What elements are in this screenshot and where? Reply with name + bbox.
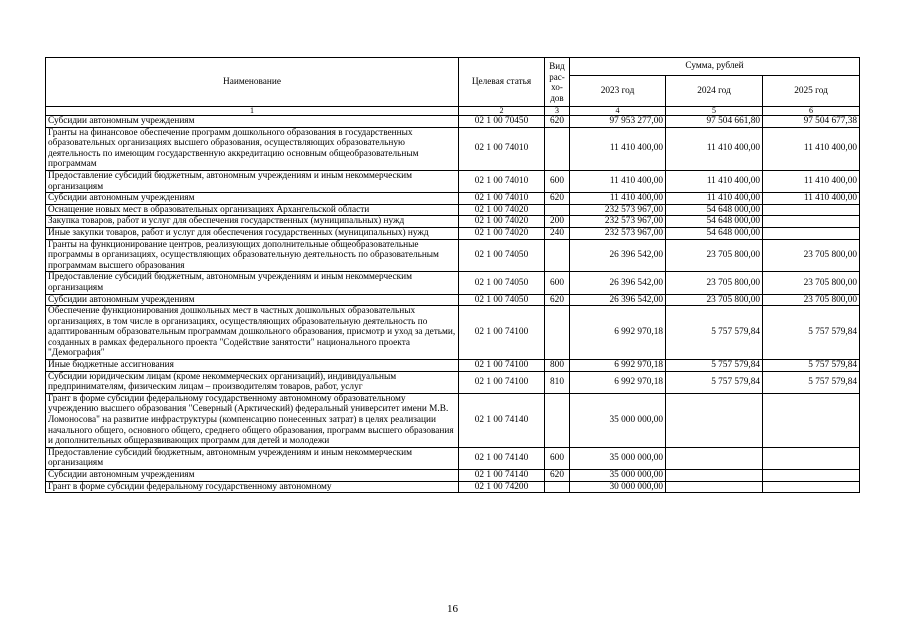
row-code: 02 1 00 70450 <box>459 116 545 128</box>
row-code: 02 1 00 74050 <box>459 239 545 272</box>
row-sum-2023: 6 992 970,18 <box>570 360 666 372</box>
table-row <box>46 371 860 393</box>
row-type <box>545 204 570 216</box>
budget-table <box>45 57 860 493</box>
column-number: 3 <box>545 107 570 116</box>
table-row <box>46 360 860 372</box>
row-type <box>545 306 570 360</box>
row-type: 600 <box>545 170 570 192</box>
row-sum-2025: 5 757 579,84 <box>763 371 860 393</box>
row-name: Субсидии автономным учреждениям <box>46 294 459 306</box>
column-number: 1 <box>46 107 459 116</box>
row-sum-2023: 6 992 970,18 <box>570 306 666 360</box>
row-code: 02 1 00 74100 <box>459 371 545 393</box>
table-header <box>46 58 860 116</box>
row-name: Субсидии автономным учреждениям <box>46 470 459 482</box>
row-name: Грант в форме субсидии федеральному государственному автономному образовательному учреждению высшего образования "Северный (Арктический) федеральный университет имени М.В. Ломоносова" на развитие инфраструктуры (компенсацию понесенных затрат) в целях реализации начального общего, основного общего, среднего общего образования, программ высшего образования и дополнительных общеразвивающих программ для детей и молодежи <box>46 393 459 447</box>
row-sum-2025: 5 757 579,84 <box>763 360 860 372</box>
row-sum-2024: 23 705 800,00 <box>666 272 763 294</box>
row-name: Иные закупки товаров, работ и услуг для обеспечения государственных (муниципальных) нужд <box>46 227 459 239</box>
row-sum-2025 <box>763 481 860 493</box>
table-row <box>46 216 860 228</box>
row-sum-2024 <box>666 481 763 493</box>
table-row <box>46 306 860 360</box>
column-number: 5 <box>666 107 763 116</box>
row-sum-2023: 26 396 542,00 <box>570 272 666 294</box>
row-sum-2025: 23 705 800,00 <box>763 239 860 272</box>
row-sum-2025 <box>763 216 860 228</box>
row-code: 02 1 00 74020 <box>459 227 545 239</box>
row-sum-2023: 11 410 400,00 <box>570 127 666 170</box>
row-sum-2024: 54 648 000,00 <box>666 216 763 228</box>
row-code: 02 1 00 74200 <box>459 481 545 493</box>
table-row <box>46 193 860 205</box>
row-type: 200 <box>545 216 570 228</box>
table-row <box>46 227 860 239</box>
table-row <box>46 170 860 192</box>
row-sum-2024: 11 410 400,00 <box>666 193 763 205</box>
row-sum-2025 <box>763 393 860 447</box>
row-type <box>545 481 570 493</box>
row-sum-2024: 5 757 579,84 <box>666 306 763 360</box>
row-type <box>545 239 570 272</box>
header-year-2024: 2024 год <box>666 76 763 107</box>
row-sum-2025: 23 705 800,00 <box>763 272 860 294</box>
header-type: Вид рас-хо-дов <box>545 58 570 107</box>
table-row <box>46 294 860 306</box>
row-sum-2023: 26 396 542,00 <box>570 239 666 272</box>
row-type: 620 <box>545 116 570 128</box>
header-year-2023: 2023 год <box>570 76 666 107</box>
row-type <box>545 127 570 170</box>
column-number: 4 <box>570 107 666 116</box>
row-code: 02 1 00 74050 <box>459 294 545 306</box>
header-sum: Сумма, рублей <box>570 58 860 76</box>
column-number: 6 <box>763 107 860 116</box>
table-row <box>46 239 860 272</box>
row-name: Субсидии автономным учреждениям <box>46 193 459 205</box>
row-code: 02 1 00 74140 <box>459 447 545 469</box>
table-row <box>46 470 860 482</box>
row-name: Грант в форме субсидии федеральному государственному автономному <box>46 481 459 493</box>
row-sum-2023: 97 953 277,00 <box>570 116 666 128</box>
row-code: 02 1 00 74140 <box>459 393 545 447</box>
row-type: 620 <box>545 294 570 306</box>
row-name: Иные бюджетные ассигнования <box>46 360 459 372</box>
row-sum-2024: 5 757 579,84 <box>666 360 763 372</box>
row-sum-2023: 35 000 000,00 <box>570 447 666 469</box>
row-name: Оснащение новых мест в образовательных организациях Архангельской области <box>46 204 459 216</box>
row-type: 240 <box>545 227 570 239</box>
row-code: 02 1 00 74050 <box>459 272 545 294</box>
row-sum-2025 <box>763 470 860 482</box>
row-type: 600 <box>545 447 570 469</box>
row-sum-2024: 23 705 800,00 <box>666 239 763 272</box>
table-row <box>46 481 860 493</box>
row-type: 620 <box>545 193 570 205</box>
row-type: 810 <box>545 371 570 393</box>
table-row <box>46 447 860 469</box>
row-sum-2023: 232 573 967,00 <box>570 216 666 228</box>
row-sum-2024: 54 648 000,00 <box>666 227 763 239</box>
row-sum-2023: 26 396 542,00 <box>570 294 666 306</box>
table-row <box>46 127 860 170</box>
row-sum-2024 <box>666 470 763 482</box>
row-name: Предоставление субсидий бюджетным, автономным учреждениям и иным некоммерческим организациям <box>46 272 459 294</box>
row-code: 02 1 00 74010 <box>459 193 545 205</box>
header-code: Целевая статья <box>459 58 545 107</box>
row-name: Предоставление субсидий бюджетным, автономным учреждениям и иным некоммерческим организациям <box>46 170 459 192</box>
table-row <box>46 272 860 294</box>
row-name: Гранты на финансовое обеспечение программ дошкольного образования в государственных образовательных организациях высшего образования, осуществляющих образовательную деятельность по имеющим государственную аккредитацию основным общеобразовательным программам <box>46 127 459 170</box>
row-sum-2024 <box>666 393 763 447</box>
row-sum-2025: 23 705 800,00 <box>763 294 860 306</box>
row-code: 02 1 00 74100 <box>459 306 545 360</box>
row-sum-2023: 35 000 000,00 <box>570 393 666 447</box>
row-name: Гранты на функционирование центров, реализующих дополнительные общеобразовательные программы в организациях, осуществляющих образовательную деятельность по образовательным программам высшего образования <box>46 239 459 272</box>
header-name: Наименование <box>46 58 459 107</box>
row-name: Предоставление субсидий бюджетным, автономным учреждениям и иным некоммерческим организациям <box>46 447 459 469</box>
row-sum-2024: 23 705 800,00 <box>666 294 763 306</box>
row-sum-2025: 11 410 400,00 <box>763 127 860 170</box>
row-sum-2025 <box>763 447 860 469</box>
row-sum-2023: 11 410 400,00 <box>570 170 666 192</box>
row-sum-2025: 11 410 400,00 <box>763 193 860 205</box>
row-code: 02 1 00 74010 <box>459 127 545 170</box>
row-sum-2023: 6 992 970,18 <box>570 371 666 393</box>
row-sum-2023: 11 410 400,00 <box>570 193 666 205</box>
table-row <box>46 393 860 447</box>
row-name: Закупка товаров, работ и услуг для обеспечения государственных (муниципальных) нужд <box>46 216 459 228</box>
row-code: 02 1 00 74100 <box>459 360 545 372</box>
row-code: 02 1 00 74140 <box>459 470 545 482</box>
row-sum-2023: 232 573 967,00 <box>570 227 666 239</box>
row-sum-2024 <box>666 447 763 469</box>
row-code: 02 1 00 74020 <box>459 216 545 228</box>
column-number: 2 <box>459 107 545 116</box>
row-sum-2024: 54 648 000,00 <box>666 204 763 216</box>
row-sum-2025: 11 410 400,00 <box>763 170 860 192</box>
row-code: 02 1 00 74010 <box>459 170 545 192</box>
row-sum-2023: 232 573 967,00 <box>570 204 666 216</box>
page-number: 16 <box>447 603 458 615</box>
row-name: Субсидии юридическим лицам (кроме некоммерческих организаций), индивидуальным предпринимателям, физическим лицам – производителям товаров, работ, услуг <box>46 371 459 393</box>
row-sum-2025: 97 504 677,38 <box>763 116 860 128</box>
row-sum-2025 <box>763 227 860 239</box>
row-type: 600 <box>545 272 570 294</box>
table-row <box>46 116 860 128</box>
row-sum-2023: 35 000 000,00 <box>570 470 666 482</box>
column-number-row <box>46 107 860 116</box>
row-sum-2025: 5 757 579,84 <box>763 306 860 360</box>
row-sum-2024: 11 410 400,00 <box>666 127 763 170</box>
row-sum-2024: 11 410 400,00 <box>666 170 763 192</box>
table-row <box>46 204 860 216</box>
row-sum-2024: 97 504 661,80 <box>666 116 763 128</box>
header-year-2025: 2025 год <box>763 76 860 107</box>
row-type: 800 <box>545 360 570 372</box>
row-type: 620 <box>545 470 570 482</box>
row-code: 02 1 00 74020 <box>459 204 545 216</box>
row-name: Обеспечение функционирования дошкольных мест в частных дошкольных образовательных организациях, в том числе в организациях, осуществляющих образовательную деятельность по адаптированным образовательным программам дошкольного образования, присмотр и уход за детьми, созданных в рамках федерального проекта "Содействие занятости" национального проекта "Демография" <box>46 306 459 360</box>
row-sum-2024: 5 757 579,84 <box>666 371 763 393</box>
row-type <box>545 393 570 447</box>
row-sum-2023: 30 000 000,00 <box>570 481 666 493</box>
row-sum-2025 <box>763 204 860 216</box>
row-name: Субсидии автономным учреждениям <box>46 116 459 128</box>
